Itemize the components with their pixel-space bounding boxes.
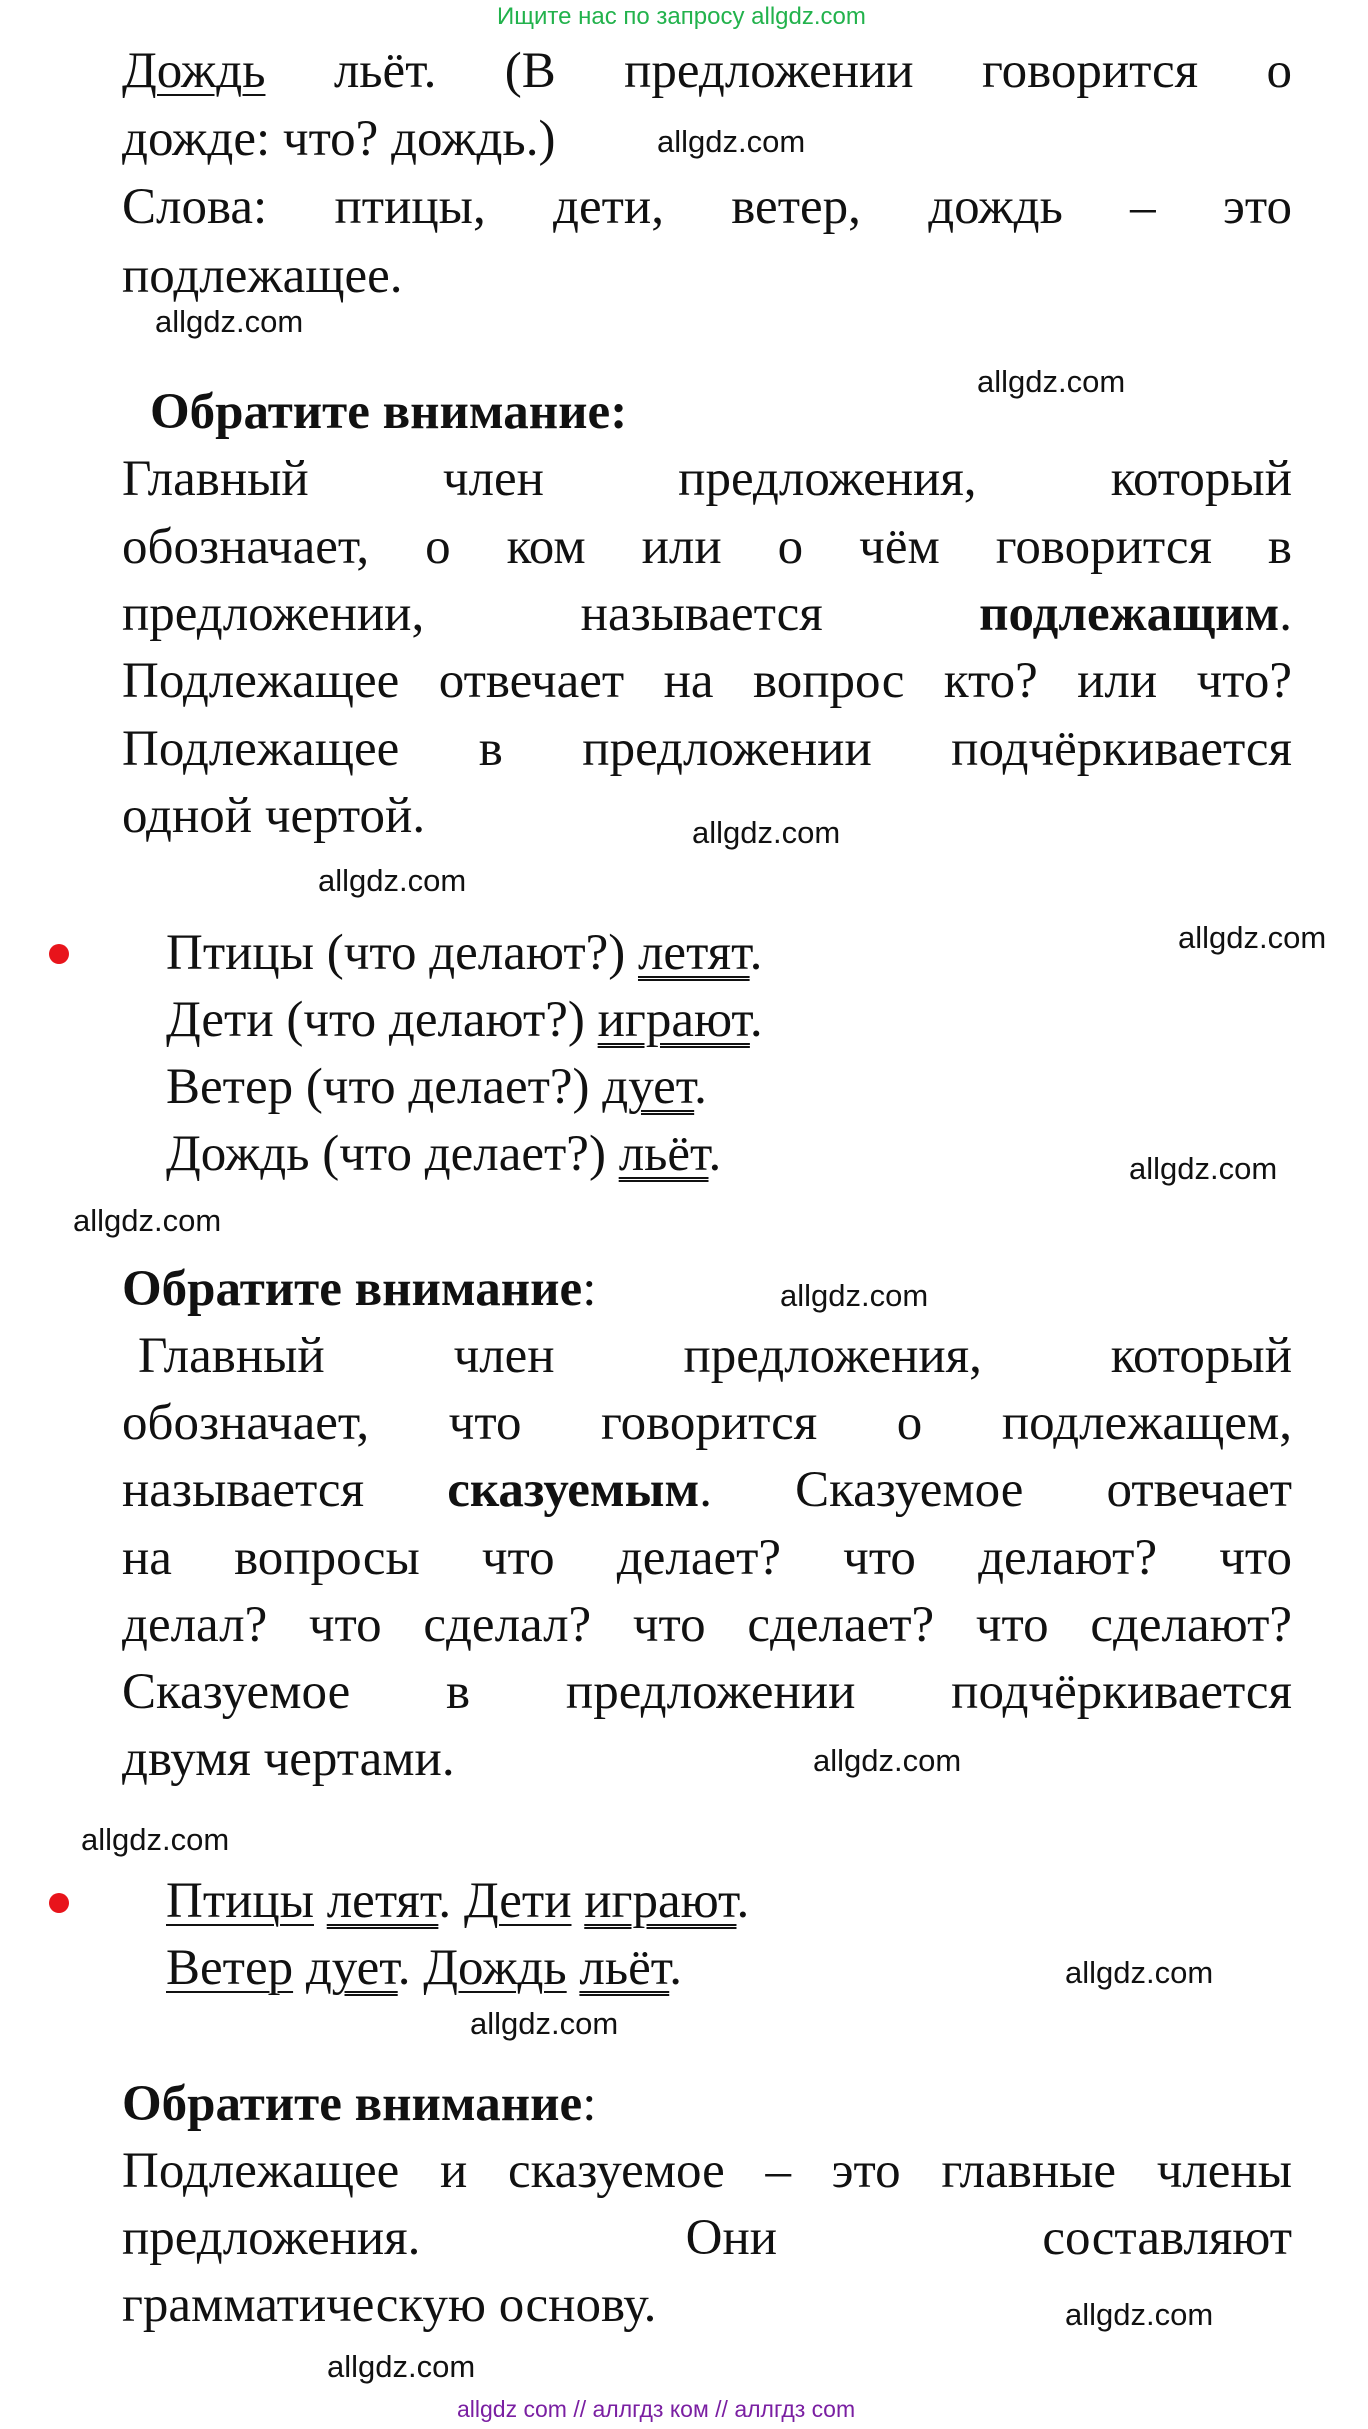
watermark: allgdz.com [1065,1955,1214,1990]
list1-item [166,1121,721,1188]
list2-line-2 [166,1935,682,2002]
note2-heading-colon: : [582,1261,597,1317]
predicate-word: льёт [579,1940,670,1996]
note2-heading [122,1256,596,1323]
intro-line-3: Слова: птицы, дети, ветер, дождь – это [122,179,1292,235]
note2-line-1: Главный член предложения, который [138,1328,1292,1384]
note1-line-6: одной чертой. [122,788,426,844]
predicate-word: дует [602,1059,695,1115]
intro-line-1-rest: льёт. (В предложении говорится о [333,43,1292,99]
note1-term [979,586,1292,642]
subject-word: Дети [463,1873,572,1929]
note2-line-2: обозначает, что говорится о подлежащем, [122,1395,1292,1451]
note2-line-7: двумя чертами. [122,1731,455,1787]
predicate-word: летят [326,1873,439,1929]
predicate-word: играют [584,1873,737,1929]
sentence-period: . [397,1940,424,1996]
intro-line-4: подлежащее. [122,248,403,304]
list1-item-text: Дети (что делают?) [166,992,598,1048]
list2-line-1 [166,1868,749,1935]
list1-item-text: Птицы (что делают?) [166,925,638,981]
note1-line-3-pre: предложении, называется [122,586,823,642]
note2-line-3 [122,1457,1292,1524]
note3-heading-colon: : [582,2076,597,2132]
list1-item [166,987,763,1054]
watermark: allgdz.com [327,2349,476,2384]
subject-word: Птицы [166,1873,314,1929]
watermark: allgdz.com [780,1278,929,1313]
watermark: allgdz.com [1129,1151,1278,1186]
watermark: allgdz.com [318,863,467,898]
predicate-word: играют [597,992,750,1048]
footer-links[interactable]: allgdz com // аллгдз ком // аллгдз com [457,2396,856,2422]
note1-line-1: Главный член предложения, который [122,451,1292,507]
note3-line-3: грамматическую основу. [122,2277,657,2333]
note1-line-3-post: . [1279,586,1292,642]
watermark: allgdz.com [657,124,806,159]
note3-line-2: предложения. Они составляют [122,2210,1292,2266]
watermark: allgdz.com [81,1822,230,1857]
note2-heading-text: Обратите внимание [122,1261,583,1317]
list1-item-text: Ветер (что делает?) [166,1059,603,1115]
subject-word: Ветер [166,1940,294,1996]
note3-heading [122,2071,596,2138]
watermark: allgdz.com [692,815,841,850]
watermark: allgdz.com [155,304,304,339]
note3-line-1: Подлежащее и сказуемое – это главные члены [122,2143,1292,2199]
watermark: allgdz.com [1065,2297,1214,2332]
note2-line-3-post: . Сказуемое отвечает [699,1462,1292,1518]
note1-line-3 [122,581,1292,648]
predicate-word: дует [305,1940,398,1996]
predicate-word: летят [637,925,750,981]
list1-item-period: . [749,925,763,981]
list1-item-period: . [708,1126,722,1182]
note1-line-5: Подлежащее в предложении подчёркивается [122,721,1292,777]
note2-line-5: делал? что сделал? что сделает? что сделают? [122,1597,1292,1653]
watermark: allgdz.com [977,364,1126,399]
note2-line-6: Сказуемое в предложении подчёркивается [122,1664,1292,1720]
sentence-period: . [438,1873,464,1929]
list1-item-period: . [749,992,763,1048]
sentence-period: . [736,1873,750,1929]
note2-line-3-pre: называется [122,1462,365,1518]
watermark: allgdz.com [470,2006,619,2041]
intro-line-1 [122,38,1292,105]
list1-item-period: . [694,1059,707,1115]
watermark: allgdz.com [1178,920,1327,955]
list1-item [166,1054,707,1121]
watermark: allgdz.com [813,1743,962,1778]
list1-item-text: Дождь (что делает?) [166,1126,619,1182]
term-predicate: сказуемым [447,1462,700,1518]
subject-word: Дождь [122,43,266,99]
note3-heading-text: Обратите внимание [122,2076,583,2132]
term-subject: подлежащим [979,586,1280,642]
bullet-marker-2 [49,1893,69,1913]
watermark: allgdz.com [73,1203,222,1238]
subject-word: Дождь [423,1940,567,1996]
sentence-period: . [669,1940,682,1996]
note2-line-4: на вопросы что делает? что делают? что [122,1530,1292,1586]
note1-line-2: обозначает, о ком или о чём говорится в [122,519,1292,575]
note1-line-4: Подлежащее отвечает на вопрос кто? или что? [122,653,1292,709]
list1-item [166,920,762,987]
note2-term [447,1462,1292,1518]
bullet-marker-1 [49,944,69,964]
predicate-word: льёт [618,1126,709,1182]
note1-heading: Обратите внимание: [150,384,628,440]
intro-line-2: дожде: что? дождь.) [122,111,556,167]
top-banner[interactable]: Ищите нас по запросу allgdz.com [497,3,866,30]
